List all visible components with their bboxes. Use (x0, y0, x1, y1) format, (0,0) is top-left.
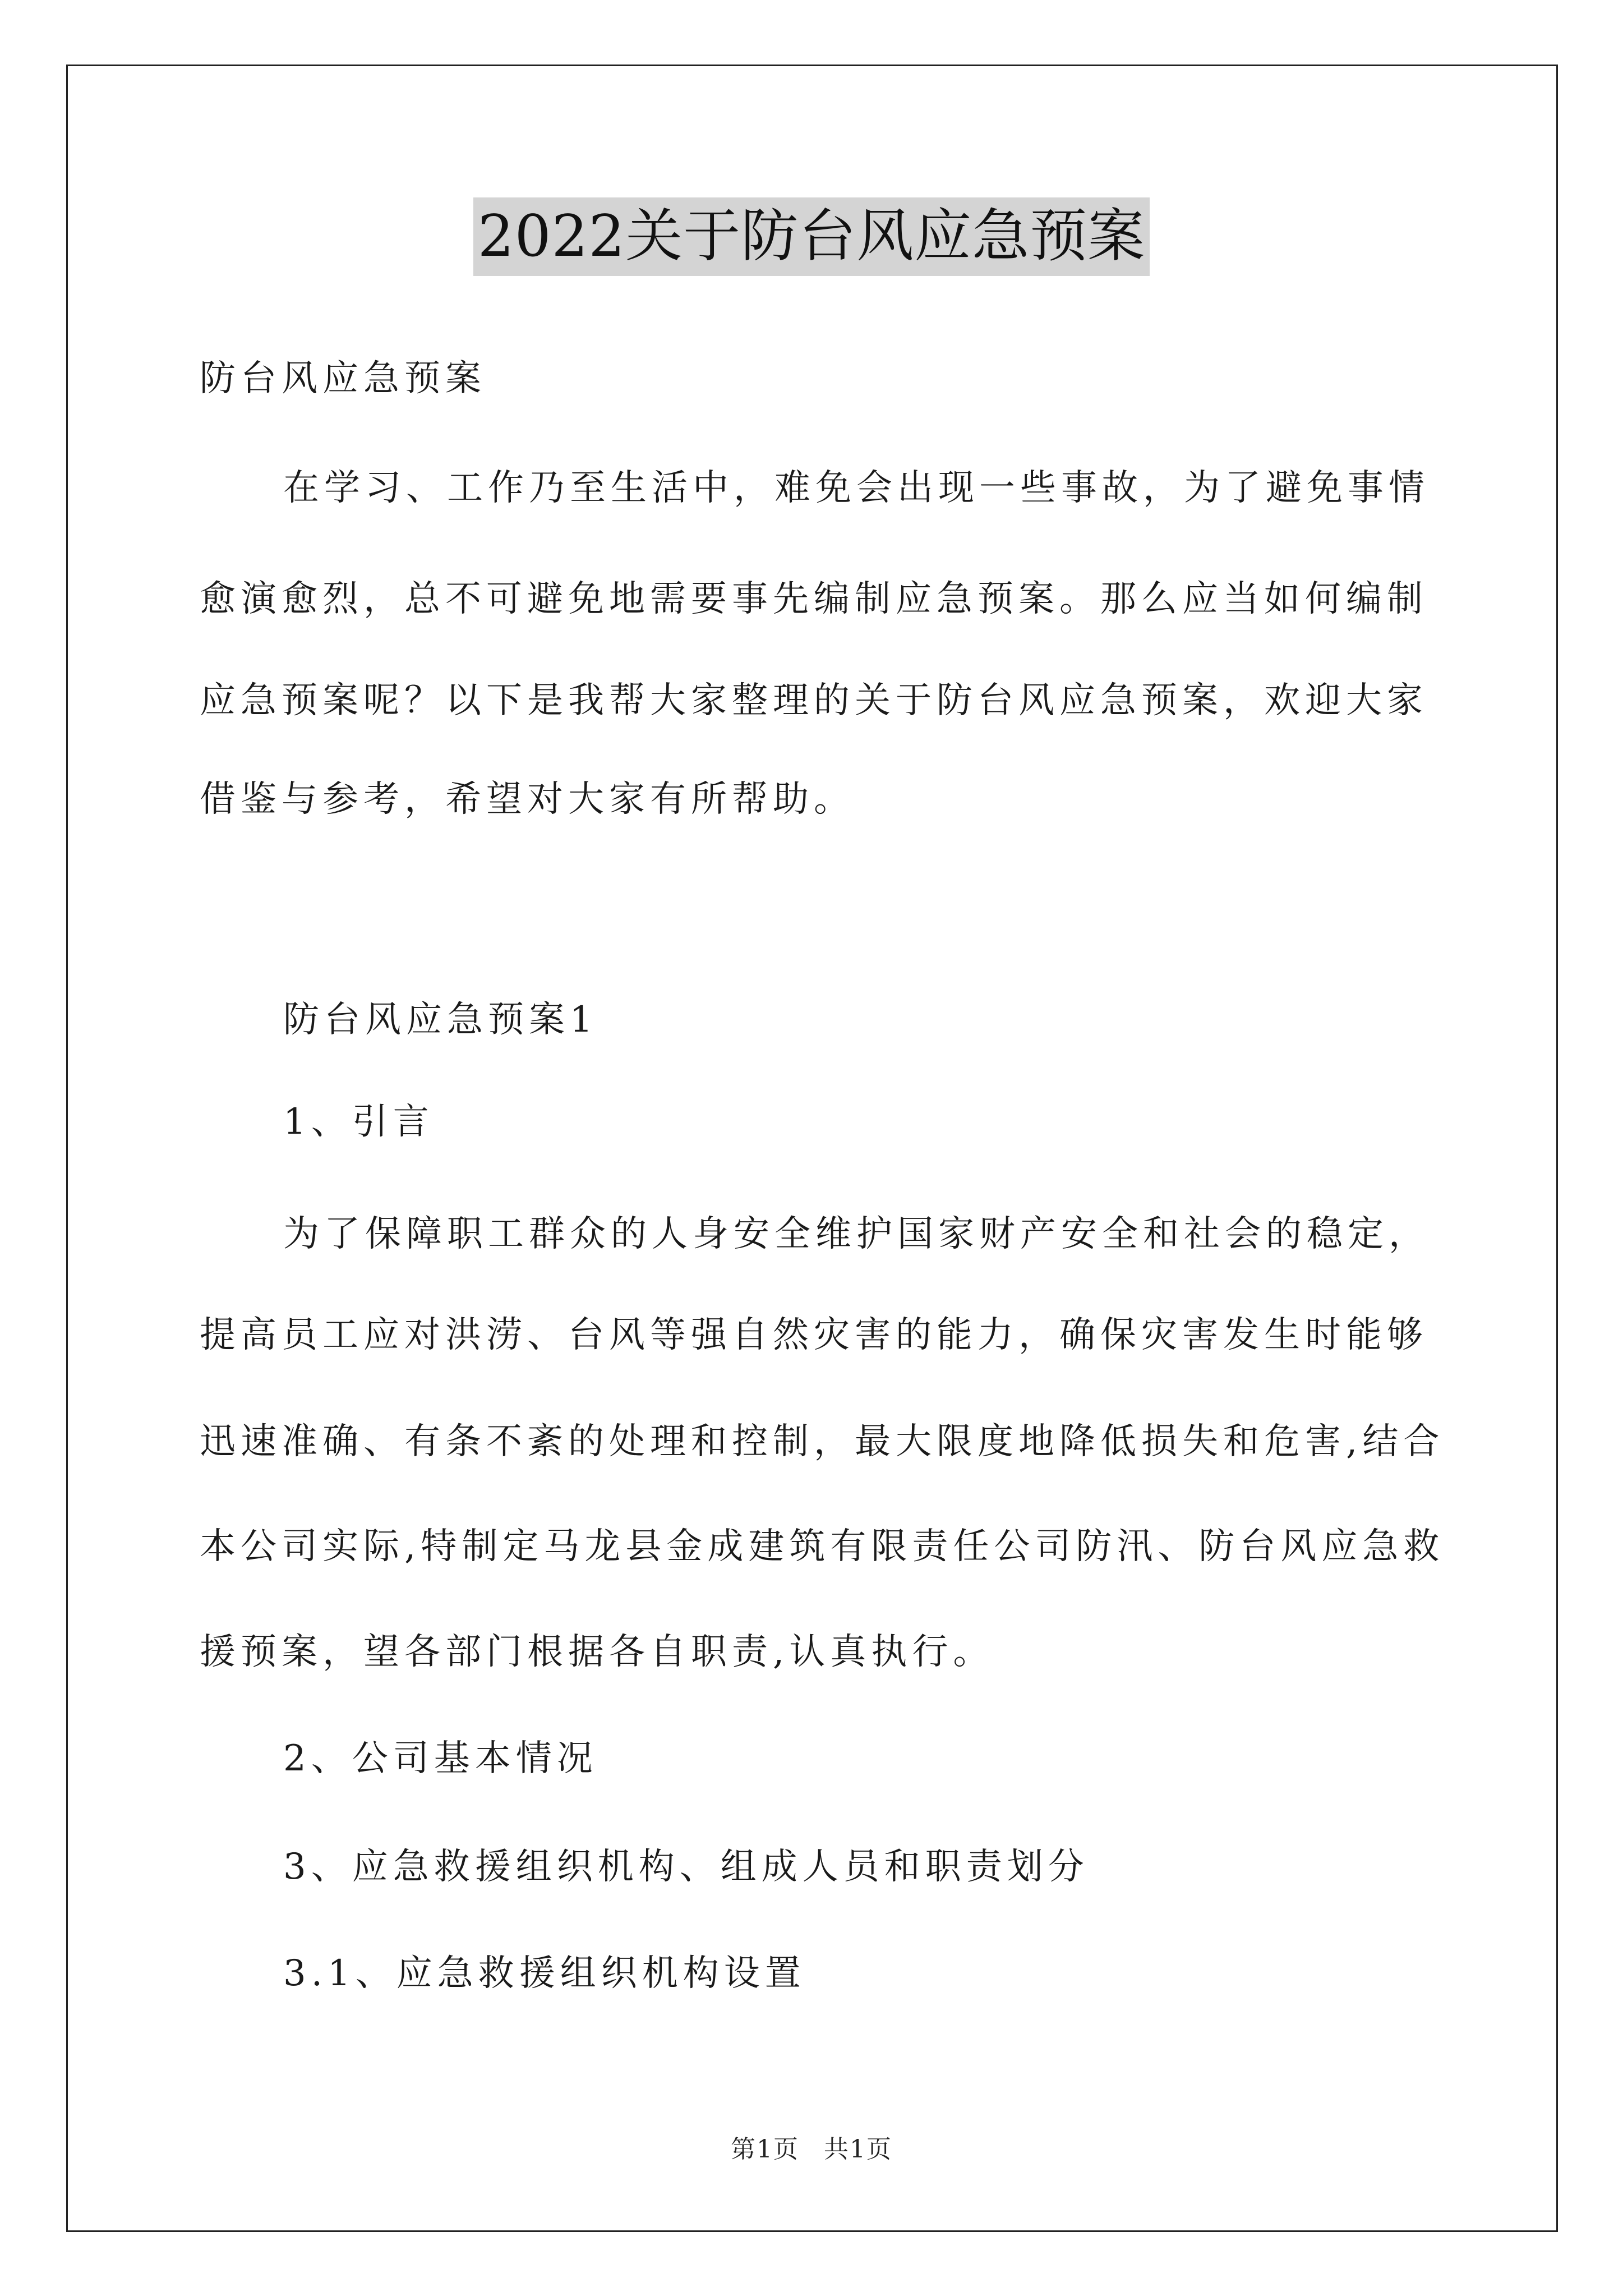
item-introduction: 1、引言 (283, 1101, 434, 1143)
paragraph-line-1: 为了保障职工群众的人身安全维护国家财产安全和社会的稳定， (283, 1213, 1430, 1255)
section-heading: 防台风应急预案1 (283, 999, 598, 1041)
intro-line-4: 借鉴与参考，希望对大家有所帮助。 (200, 779, 855, 820)
document-title: 2022关于防台风应急预案 (473, 197, 1150, 276)
document-subtitle: 防台风应急预案 (200, 358, 486, 399)
page-total: 共1页 (824, 2135, 892, 2164)
item-company-info: 2、公司基本情况 (283, 1738, 598, 1779)
paragraph-line-4: 本公司实际,特制定马龙县金成建筑有限责任公司防汛、防台风应急救 (200, 1526, 1445, 1567)
page-number: 第1页 (731, 2135, 799, 2164)
item-organization-setup: 3.1、应急救援组织机构设置 (283, 1953, 806, 1994)
paragraph-line-2: 提高员工应对洪涝、台风等强自然灾害的能力，确保灾害发生时能够 (200, 1314, 1428, 1356)
page-footer (0, 2133, 1623, 2166)
item-organization: 3、应急救援组织机构、组成人员和职责划分 (283, 1846, 1089, 1888)
intro-line-1: 在学习、工作乃至生活中，难免会出现一些事故，为了避免事情 (283, 467, 1430, 509)
title-container (0, 197, 1623, 276)
paragraph-line-5: 援预案，望各部门根据各自职责,认真执行。 (200, 1631, 994, 1673)
paragraph-line-3: 迅速准确、有条不紊的处理和控制，最大限度地降低损失和危害,结合 (200, 1421, 1445, 1462)
intro-line-2: 愈演愈烈，总不可避免地需要事先编制应急预案。那么应当如何编制 (200, 578, 1428, 620)
intro-line-3: 应急预案呢？以下是我帮大家整理的关于防台风应急预案，欢迎大家 (200, 680, 1428, 721)
